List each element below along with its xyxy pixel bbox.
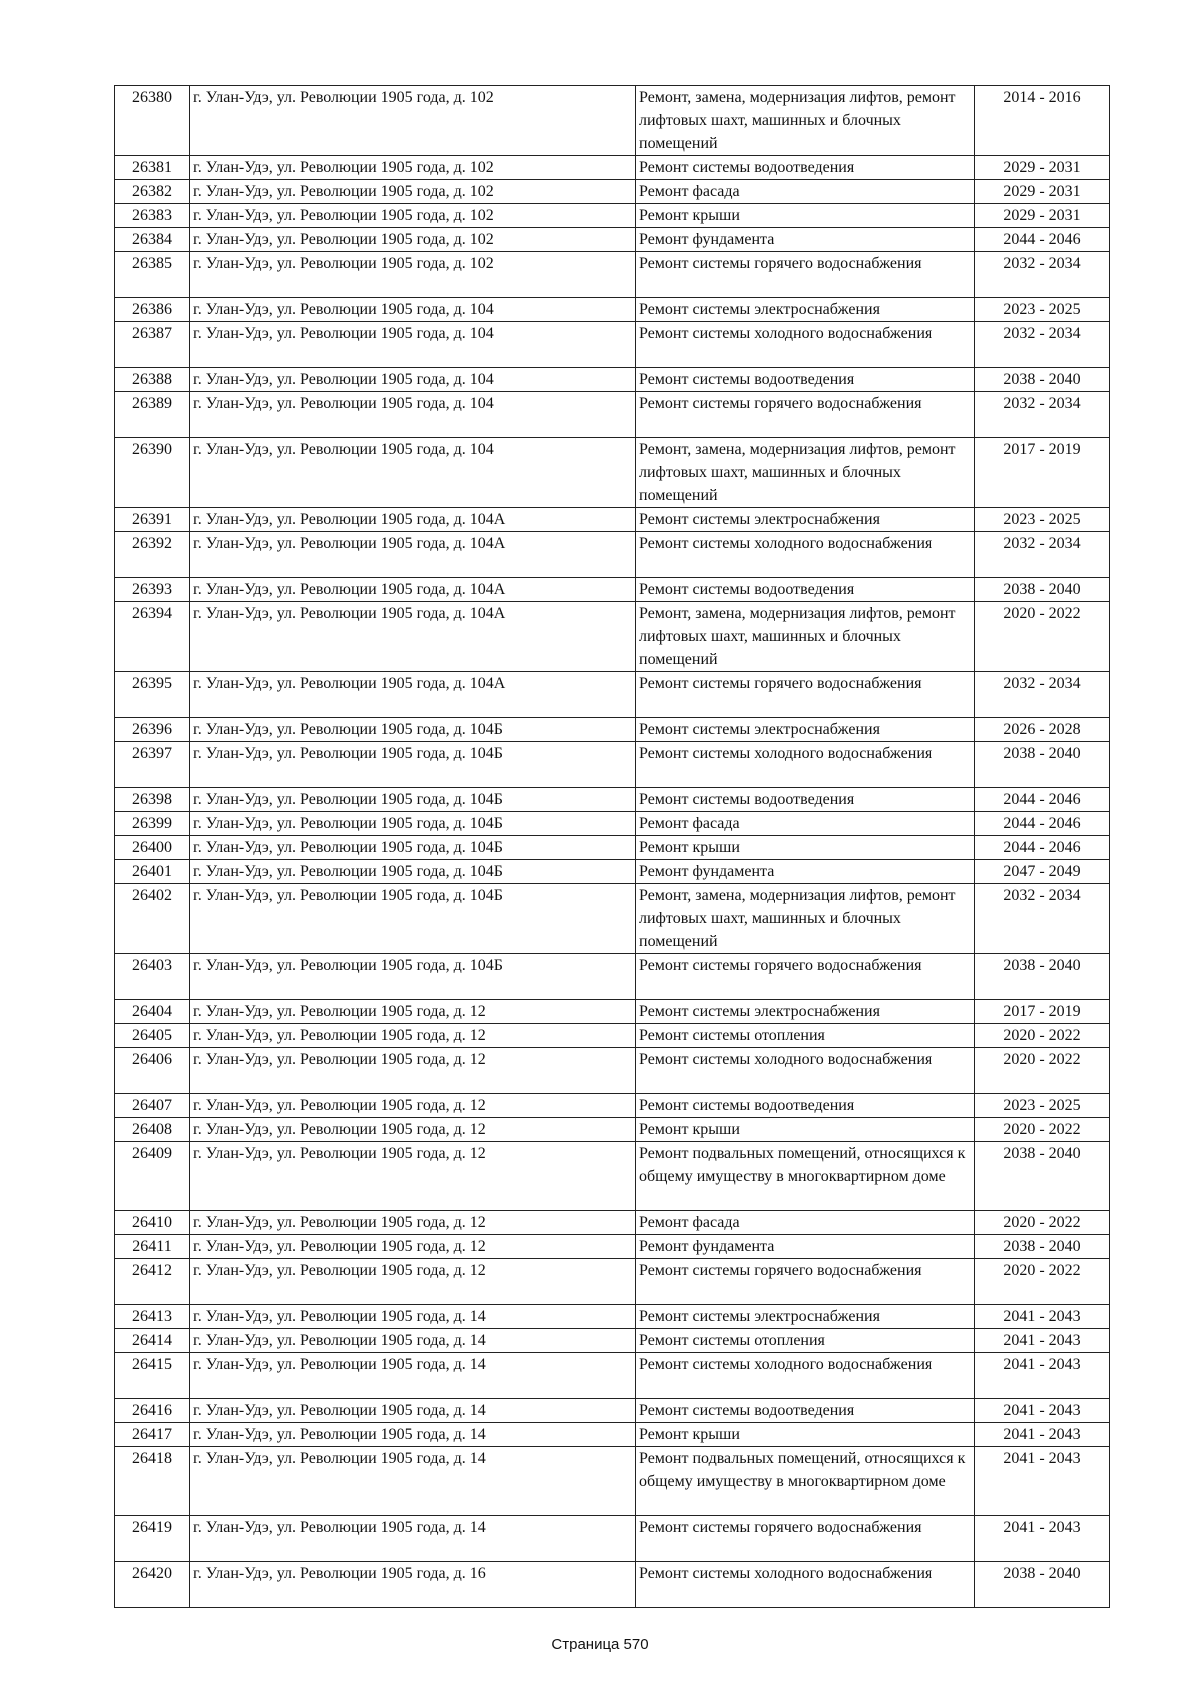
address-cell: г. Улан-Удэ, ул. Революции 1905 года, д. 12 (190, 1118, 636, 1142)
table-row (115, 884, 1110, 954)
work-type-cell: Ремонт системы холодного водоснабжения (636, 1353, 975, 1399)
address-cell: г. Улан-Удэ, ул. Революции 1905 года, д. 104 (190, 392, 636, 438)
address-cell: г. Улан-Удэ, ул. Революции 1905 года, д. 104Б (190, 812, 636, 836)
address-cell: г. Улан-Удэ, ул. Революции 1905 года, д. 12 (190, 1094, 636, 1118)
row-number-cell: 26396 (115, 718, 190, 742)
address-cell: г. Улан-Удэ, ул. Революции 1905 года, д. 102 (190, 204, 636, 228)
period-cell: 2038 - 2040 (975, 1235, 1110, 1259)
work-type-cell: Ремонт системы горячего водоснабжения (636, 252, 975, 298)
address-cell: г. Улан-Удэ, ул. Революции 1905 года, д. 102 (190, 228, 636, 252)
table-row (115, 1094, 1110, 1118)
table-row (115, 1048, 1110, 1094)
work-type-cell: Ремонт системы водоотведения (636, 1399, 975, 1423)
work-type-cell: Ремонт фундамента (636, 1235, 975, 1259)
period-cell: 2032 - 2034 (975, 532, 1110, 578)
period-cell: 2041 - 2043 (975, 1447, 1110, 1516)
row-number-cell: 26408 (115, 1118, 190, 1142)
address-cell: г. Улан-Удэ, ул. Революции 1905 года, д. 104 (190, 368, 636, 392)
period-cell: 2029 - 2031 (975, 204, 1110, 228)
work-type-cell: Ремонт, замена, модернизация лифтов, ремонт лифтовых шахт, машинных и блочных помещений (636, 884, 975, 954)
work-type-cell: Ремонт системы электроснабжения (636, 1305, 975, 1329)
period-cell: 2044 - 2046 (975, 812, 1110, 836)
work-type-cell: Ремонт системы электроснабжения (636, 1000, 975, 1024)
table-row (115, 1423, 1110, 1447)
address-cell: г. Улан-Удэ, ул. Революции 1905 года, д. 104Б (190, 954, 636, 1000)
table-row (115, 180, 1110, 204)
address-cell: г. Улан-Удэ, ул. Революции 1905 года, д. 104Б (190, 742, 636, 788)
row-number-cell: 26416 (115, 1399, 190, 1423)
row-number-cell: 26420 (115, 1562, 190, 1608)
address-cell: г. Улан-Удэ, ул. Революции 1905 года, д. 102 (190, 156, 636, 180)
period-cell: 2038 - 2040 (975, 954, 1110, 1000)
address-cell: г. Улан-Удэ, ул. Революции 1905 года, д. 104 (190, 438, 636, 508)
period-cell: 2020 - 2022 (975, 1259, 1110, 1305)
address-cell: г. Улан-Удэ, ул. Революции 1905 года, д. 12 (190, 1235, 636, 1259)
address-cell: г. Улан-Удэ, ул. Революции 1905 года, д. 14 (190, 1516, 636, 1562)
address-cell: г. Улан-Удэ, ул. Революции 1905 года, д. 104Б (190, 788, 636, 812)
period-cell: 2020 - 2022 (975, 1118, 1110, 1142)
table-row (115, 742, 1110, 788)
period-cell: 2029 - 2031 (975, 156, 1110, 180)
address-cell: г. Улан-Удэ, ул. Революции 1905 года, д. 102 (190, 252, 636, 298)
period-cell: 2032 - 2034 (975, 322, 1110, 368)
address-cell: г. Улан-Удэ, ул. Революции 1905 года, д. 12 (190, 1024, 636, 1048)
work-type-cell: Ремонт крыши (636, 836, 975, 860)
table-row (115, 1211, 1110, 1235)
row-number-cell: 26393 (115, 578, 190, 602)
row-number-cell: 26402 (115, 884, 190, 954)
address-cell: г. Улан-Удэ, ул. Революции 1905 года, д. 14 (190, 1447, 636, 1516)
table-row (115, 228, 1110, 252)
work-type-cell: Ремонт системы холодного водоснабжения (636, 1048, 975, 1094)
period-cell: 2023 - 2025 (975, 298, 1110, 322)
table-row (115, 1235, 1110, 1259)
row-number-cell: 26413 (115, 1305, 190, 1329)
table-row (115, 1259, 1110, 1305)
work-type-cell: Ремонт, замена, модернизация лифтов, ремонт лифтовых шахт, машинных и блочных помещений (636, 86, 975, 156)
row-number-cell: 26418 (115, 1447, 190, 1516)
period-cell: 2020 - 2022 (975, 602, 1110, 672)
table-row (115, 1562, 1110, 1608)
row-number-cell: 26405 (115, 1024, 190, 1048)
row-number-cell: 26399 (115, 812, 190, 836)
row-number-cell: 26392 (115, 532, 190, 578)
row-number-cell: 26412 (115, 1259, 190, 1305)
row-number-cell: 26410 (115, 1211, 190, 1235)
period-cell: 2032 - 2034 (975, 884, 1110, 954)
period-cell: 2038 - 2040 (975, 368, 1110, 392)
row-number-cell: 26417 (115, 1423, 190, 1447)
row-number-cell: 26394 (115, 602, 190, 672)
table-row (115, 532, 1110, 578)
work-type-cell: Ремонт системы холодного водоснабжения (636, 1562, 975, 1608)
address-cell: г. Улан-Удэ, ул. Революции 1905 года, д. 12 (190, 1000, 636, 1024)
table-row (115, 1142, 1110, 1211)
work-type-cell: Ремонт системы горячего водоснабжения (636, 672, 975, 718)
row-number-cell: 26407 (115, 1094, 190, 1118)
address-cell: г. Улан-Удэ, ул. Революции 1905 года, д. 104А (190, 672, 636, 718)
table-row (115, 252, 1110, 298)
table-body (115, 86, 1110, 1608)
row-number-cell: 26391 (115, 508, 190, 532)
work-type-cell: Ремонт системы водоотведения (636, 788, 975, 812)
table-row (115, 1399, 1110, 1423)
period-cell: 2026 - 2028 (975, 718, 1110, 742)
period-cell: 2017 - 2019 (975, 438, 1110, 508)
row-number-cell: 26406 (115, 1048, 190, 1094)
address-cell: г. Улан-Удэ, ул. Революции 1905 года, д. 104А (190, 602, 636, 672)
row-number-cell: 26390 (115, 438, 190, 508)
work-type-cell: Ремонт, замена, модернизация лифтов, ремонт лифтовых шахт, машинных и блочных помещений (636, 438, 975, 508)
address-cell: г. Улан-Удэ, ул. Революции 1905 года, д. 102 (190, 180, 636, 204)
table-row (115, 1305, 1110, 1329)
period-cell: 2032 - 2034 (975, 252, 1110, 298)
row-number-cell: 26383 (115, 204, 190, 228)
address-cell: г. Улан-Удэ, ул. Революции 1905 года, д. 12 (190, 1211, 636, 1235)
table-row (115, 860, 1110, 884)
table-row (115, 298, 1110, 322)
work-type-cell: Ремонт фасада (636, 1211, 975, 1235)
row-number-cell: 26414 (115, 1329, 190, 1353)
period-cell: 2029 - 2031 (975, 180, 1110, 204)
table-row (115, 438, 1110, 508)
table-row (115, 368, 1110, 392)
work-type-cell: Ремонт фасада (636, 812, 975, 836)
row-number-cell: 26397 (115, 742, 190, 788)
address-cell: г. Улан-Удэ, ул. Революции 1905 года, д. 14 (190, 1305, 636, 1329)
row-number-cell: 26386 (115, 298, 190, 322)
row-number-cell: 26381 (115, 156, 190, 180)
work-type-cell: Ремонт системы горячего водоснабжения (636, 1259, 975, 1305)
period-cell: 2044 - 2046 (975, 788, 1110, 812)
address-cell: г. Улан-Удэ, ул. Революции 1905 года, д. 12 (190, 1048, 636, 1094)
table-row (115, 1000, 1110, 1024)
table-row (115, 578, 1110, 602)
work-type-cell: Ремонт системы отопления (636, 1024, 975, 1048)
work-type-cell: Ремонт системы водоотведения (636, 578, 975, 602)
table-row (115, 672, 1110, 718)
address-cell: г. Улан-Удэ, ул. Революции 1905 года, д. 14 (190, 1353, 636, 1399)
table-row (115, 1024, 1110, 1048)
work-type-cell: Ремонт системы горячего водоснабжения (636, 954, 975, 1000)
repair-schedule-table (114, 85, 1110, 1608)
page-number-label: Страница 570 (551, 1636, 649, 1653)
row-number-cell: 26382 (115, 180, 190, 204)
period-cell: 2020 - 2022 (975, 1211, 1110, 1235)
table-row (115, 1447, 1110, 1516)
period-cell: 2041 - 2043 (975, 1399, 1110, 1423)
table-row (115, 812, 1110, 836)
address-cell: г. Улан-Удэ, ул. Революции 1905 года, д. 104Б (190, 884, 636, 954)
page-footer (0, 1636, 1200, 1653)
table-row (115, 954, 1110, 1000)
row-number-cell: 26419 (115, 1516, 190, 1562)
period-cell: 2041 - 2043 (975, 1305, 1110, 1329)
period-cell: 2020 - 2022 (975, 1024, 1110, 1048)
table-row (115, 86, 1110, 156)
table-row (115, 788, 1110, 812)
row-number-cell: 26400 (115, 836, 190, 860)
work-type-cell: Ремонт фундамента (636, 860, 975, 884)
table-row (115, 718, 1110, 742)
work-type-cell: Ремонт системы горячего водоснабжения (636, 392, 975, 438)
row-number-cell: 26385 (115, 252, 190, 298)
row-number-cell: 26398 (115, 788, 190, 812)
period-cell: 2038 - 2040 (975, 742, 1110, 788)
work-type-cell: Ремонт системы водоотведения (636, 1094, 975, 1118)
row-number-cell: 26389 (115, 392, 190, 438)
work-type-cell: Ремонт системы электроснабжения (636, 298, 975, 322)
address-cell: г. Улан-Удэ, ул. Революции 1905 года, д. 104Б (190, 718, 636, 742)
work-type-cell: Ремонт крыши (636, 1423, 975, 1447)
work-type-cell: Ремонт крыши (636, 1118, 975, 1142)
row-number-cell: 26395 (115, 672, 190, 718)
row-number-cell: 26403 (115, 954, 190, 1000)
work-type-cell: Ремонт системы водоотведения (636, 156, 975, 180)
work-type-cell: Ремонт системы водоотведения (636, 368, 975, 392)
address-cell: г. Улан-Удэ, ул. Революции 1905 года, д. 104Б (190, 860, 636, 884)
period-cell: 2041 - 2043 (975, 1353, 1110, 1399)
period-cell: 2038 - 2040 (975, 1562, 1110, 1608)
address-cell: г. Улан-Удэ, ул. Революции 1905 года, д. 102 (190, 86, 636, 156)
work-type-cell: Ремонт крыши (636, 204, 975, 228)
address-cell: г. Улан-Удэ, ул. Революции 1905 года, д. 104 (190, 298, 636, 322)
address-cell: г. Улан-Удэ, ул. Революции 1905 года, д. 14 (190, 1399, 636, 1423)
period-cell: 2041 - 2043 (975, 1516, 1110, 1562)
work-type-cell: Ремонт фасада (636, 180, 975, 204)
period-cell: 2023 - 2025 (975, 508, 1110, 532)
period-cell: 2044 - 2046 (975, 836, 1110, 860)
period-cell: 2041 - 2043 (975, 1329, 1110, 1353)
table-row (115, 322, 1110, 368)
table-row (115, 204, 1110, 228)
row-number-cell: 26380 (115, 86, 190, 156)
work-type-cell: Ремонт системы холодного водоснабжения (636, 742, 975, 788)
period-cell: 2038 - 2040 (975, 578, 1110, 602)
row-number-cell: 26415 (115, 1353, 190, 1399)
row-number-cell: 26387 (115, 322, 190, 368)
work-type-cell: Ремонт системы электроснабжения (636, 508, 975, 532)
table-row (115, 602, 1110, 672)
row-number-cell: 26404 (115, 1000, 190, 1024)
work-type-cell: Ремонт системы холодного водоснабжения (636, 322, 975, 368)
table-row (115, 1353, 1110, 1399)
address-cell: г. Улан-Удэ, ул. Революции 1905 года, д. 12 (190, 1142, 636, 1211)
table-row (115, 836, 1110, 860)
row-number-cell: 26384 (115, 228, 190, 252)
period-cell: 2023 - 2025 (975, 1094, 1110, 1118)
table-row (115, 156, 1110, 180)
table-row (115, 1329, 1110, 1353)
address-cell: г. Улан-Удэ, ул. Революции 1905 года, д. 12 (190, 1259, 636, 1305)
work-type-cell: Ремонт системы холодного водоснабжения (636, 532, 975, 578)
work-type-cell: Ремонт фундамента (636, 228, 975, 252)
address-cell: г. Улан-Удэ, ул. Революции 1905 года, д. 104А (190, 532, 636, 578)
table-row (115, 508, 1110, 532)
address-cell: г. Улан-Удэ, ул. Революции 1905 года, д. 14 (190, 1423, 636, 1447)
address-cell: г. Улан-Удэ, ул. Революции 1905 года, д. 16 (190, 1562, 636, 1608)
period-cell: 2032 - 2034 (975, 672, 1110, 718)
address-cell: г. Улан-Удэ, ул. Революции 1905 года, д. 104А (190, 578, 636, 602)
period-cell: 2044 - 2046 (975, 228, 1110, 252)
work-type-cell: Ремонт системы электроснабжения (636, 718, 975, 742)
table-row (115, 1516, 1110, 1562)
table-row (115, 1118, 1110, 1142)
address-cell: г. Улан-Удэ, ул. Революции 1905 года, д. 104А (190, 508, 636, 532)
work-type-cell: Ремонт подвальных помещений, относящихся к общему имуществу в многоквартирном доме (636, 1142, 975, 1211)
address-cell: г. Улан-Удэ, ул. Революции 1905 года, д. 104Б (190, 836, 636, 860)
table-row (115, 392, 1110, 438)
period-cell: 2038 - 2040 (975, 1142, 1110, 1211)
row-number-cell: 26388 (115, 368, 190, 392)
work-type-cell: Ремонт подвальных помещений, относящихся к общему имуществу в многоквартирном доме (636, 1447, 975, 1516)
period-cell: 2041 - 2043 (975, 1423, 1110, 1447)
period-cell: 2017 - 2019 (975, 1000, 1110, 1024)
period-cell: 2047 - 2049 (975, 860, 1110, 884)
work-type-cell: Ремонт, замена, модернизация лифтов, ремонт лифтовых шахт, машинных и блочных помещений (636, 602, 975, 672)
period-cell: 2020 - 2022 (975, 1048, 1110, 1094)
row-number-cell: 26401 (115, 860, 190, 884)
address-cell: г. Улан-Удэ, ул. Революции 1905 года, д. 104 (190, 322, 636, 368)
work-type-cell: Ремонт системы отопления (636, 1329, 975, 1353)
period-cell: 2032 - 2034 (975, 392, 1110, 438)
work-type-cell: Ремонт системы горячего водоснабжения (636, 1516, 975, 1562)
row-number-cell: 26411 (115, 1235, 190, 1259)
address-cell: г. Улан-Удэ, ул. Революции 1905 года, д. 14 (190, 1329, 636, 1353)
row-number-cell: 26409 (115, 1142, 190, 1211)
period-cell: 2014 - 2016 (975, 86, 1110, 156)
